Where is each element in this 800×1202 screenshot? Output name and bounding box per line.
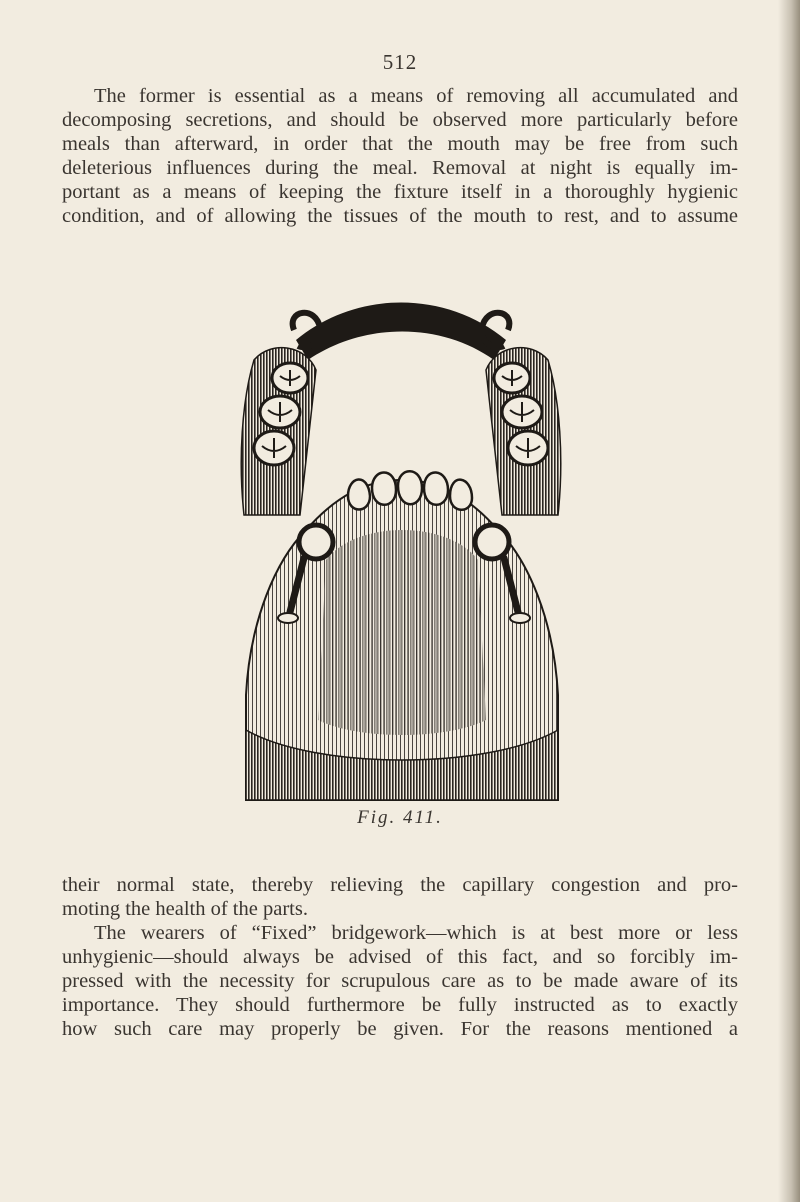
text-line: moting the health of the parts. [62,898,308,920]
text-line: The wearers of “Fixed” bridgework—which is at best more or less [94,922,738,944]
text-line: how such care may properly be given. For the reasons mentioned a [62,1018,738,1040]
dental-bridgework-illustration [236,300,570,806]
lower-dental-model [246,471,558,800]
text-line: portant as a means of keeping the fixture itself in a thoroughly hygienic [62,181,738,203]
page-edge-shadow [778,0,800,1202]
page-number: 512 [382,50,418,74]
paragraph-bottom [62,873,738,1041]
text-line: their normal state, thereby relieving the capillary congestion and pro- [62,874,738,896]
text-line: deleterious influences during the meal. Removal at night is equally im- [62,157,738,179]
figure-caption: Fig. 411. [357,807,443,828]
text-line: The former is essential as a means of removing all accumulated and [94,85,738,107]
text-line: pressed with the necessity for scrupulous care as to be made aware of its [62,970,738,992]
text-line: decomposing secretions, and should be observed more particularly before [62,109,738,131]
text-line: unhygienic—should always be advised of this fact, and so forcibly im- [62,946,738,968]
paragraph-top [62,84,738,228]
text-line: importance. They should furthermore be fully instructed as to exactly [62,994,738,1016]
text-line: meals than afterward, in order that the mouth may be free from such [62,133,738,155]
text-line: condition, and of allowing the tissues of the mouth to rest, and to assume [62,205,738,227]
